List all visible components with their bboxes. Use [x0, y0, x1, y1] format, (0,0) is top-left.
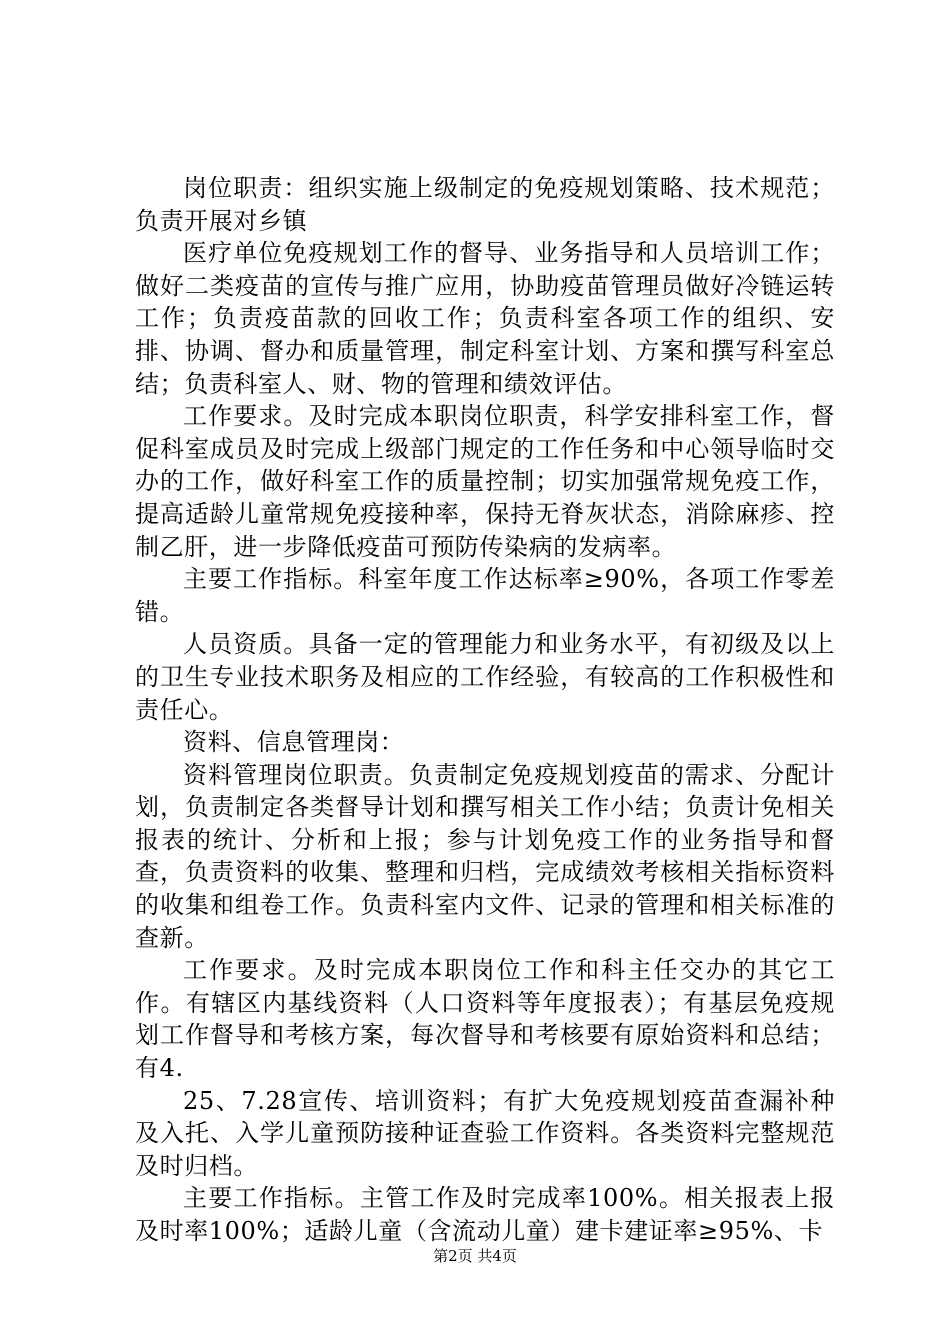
paragraph-data-work-requirements: 工作要求。及时完成本职岗位工作和科主任交办的其它工作。有辖区内基线资料（人口资料等年度报表）；有基层免疫规划工作督导和考核方案，每次督导和考核要有原始资料和总结；有4.: [135, 956, 835, 1083]
paragraph-staff-qualifications: 人员资质。具备一定的管理能力和业务水平，有初级及以上的卫生专业技术职务及相应的工作经验，有较高的工作积极性和责任心。: [135, 630, 835, 724]
paragraph-data-main-indicators: 主要工作指标。主管工作及时完成率100%。相关报表上报及时率100%；适龄儿童（含流动儿童）建卡建证率≥95%、卡: [135, 1184, 835, 1245]
paragraph-data-management-duties: 资料管理岗位职责。负责制定免疫规划疫苗的需求、分配计划，负责制定各类督导计划和撰写相关工作小结；负责计免相关报表的统计、分析和上报；参与计划免疫工作的业务指导和督查，负责资料的收集、整理和归档，完成绩效考核相关指标资料的收集和组卷工作。负责科室内文件、记录的管理和相关标准的查新。: [135, 760, 835, 952]
paragraph-work-requirements: 工作要求。及时完成本职岗位职责，科学安排科室工作，督促科室成员及时完成上级部门规定的工作任务和中心领导临时交办的工作，做好科室工作的质量控制；切实加强常规免疫工作，提高适龄儿童常规免疫接种率，保持无脊灰状态，消除麻疹、控制乙肝，进一步降低疫苗可预防传染病的发病率。: [135, 402, 835, 561]
paragraph-job-duties-continued: 医疗单位免疫规划工作的督导、业务指导和人员培训工作；做好二类疫苗的宣传与推广应用，协助疫苗管理员做好冷链运转工作；负责疫苗款的回收工作；负责科室各项工作的组织、安排、协调、督办和质量管理，制定科室计划、方案和撰写科室总结；负责科室人、财、物的管理和绩效评估。: [135, 239, 835, 398]
paragraph-main-indicators: 主要工作指标。科室年度工作达标率≥90%，各项工作零差错。: [135, 565, 835, 626]
paragraph-section-heading-data-management: 资料、信息管理岗：: [183, 728, 405, 757]
paragraph-data-work-requirements-continued: 25、7.28宣传、培训资料；有扩大免疫规划疫苗查漏补种及入托、入学儿童预防接种证查验工作资料。各类资料完整规范及时归档。: [135, 1086, 835, 1180]
document-body: [135, 172, 835, 1248]
paragraph-job-duties: 岗位职责：组织实施上级制定的免疫规划策略、技术规范；负责开展对乡镇: [135, 174, 835, 235]
page-number-footer: 第2页 共4页: [433, 1247, 517, 1265]
